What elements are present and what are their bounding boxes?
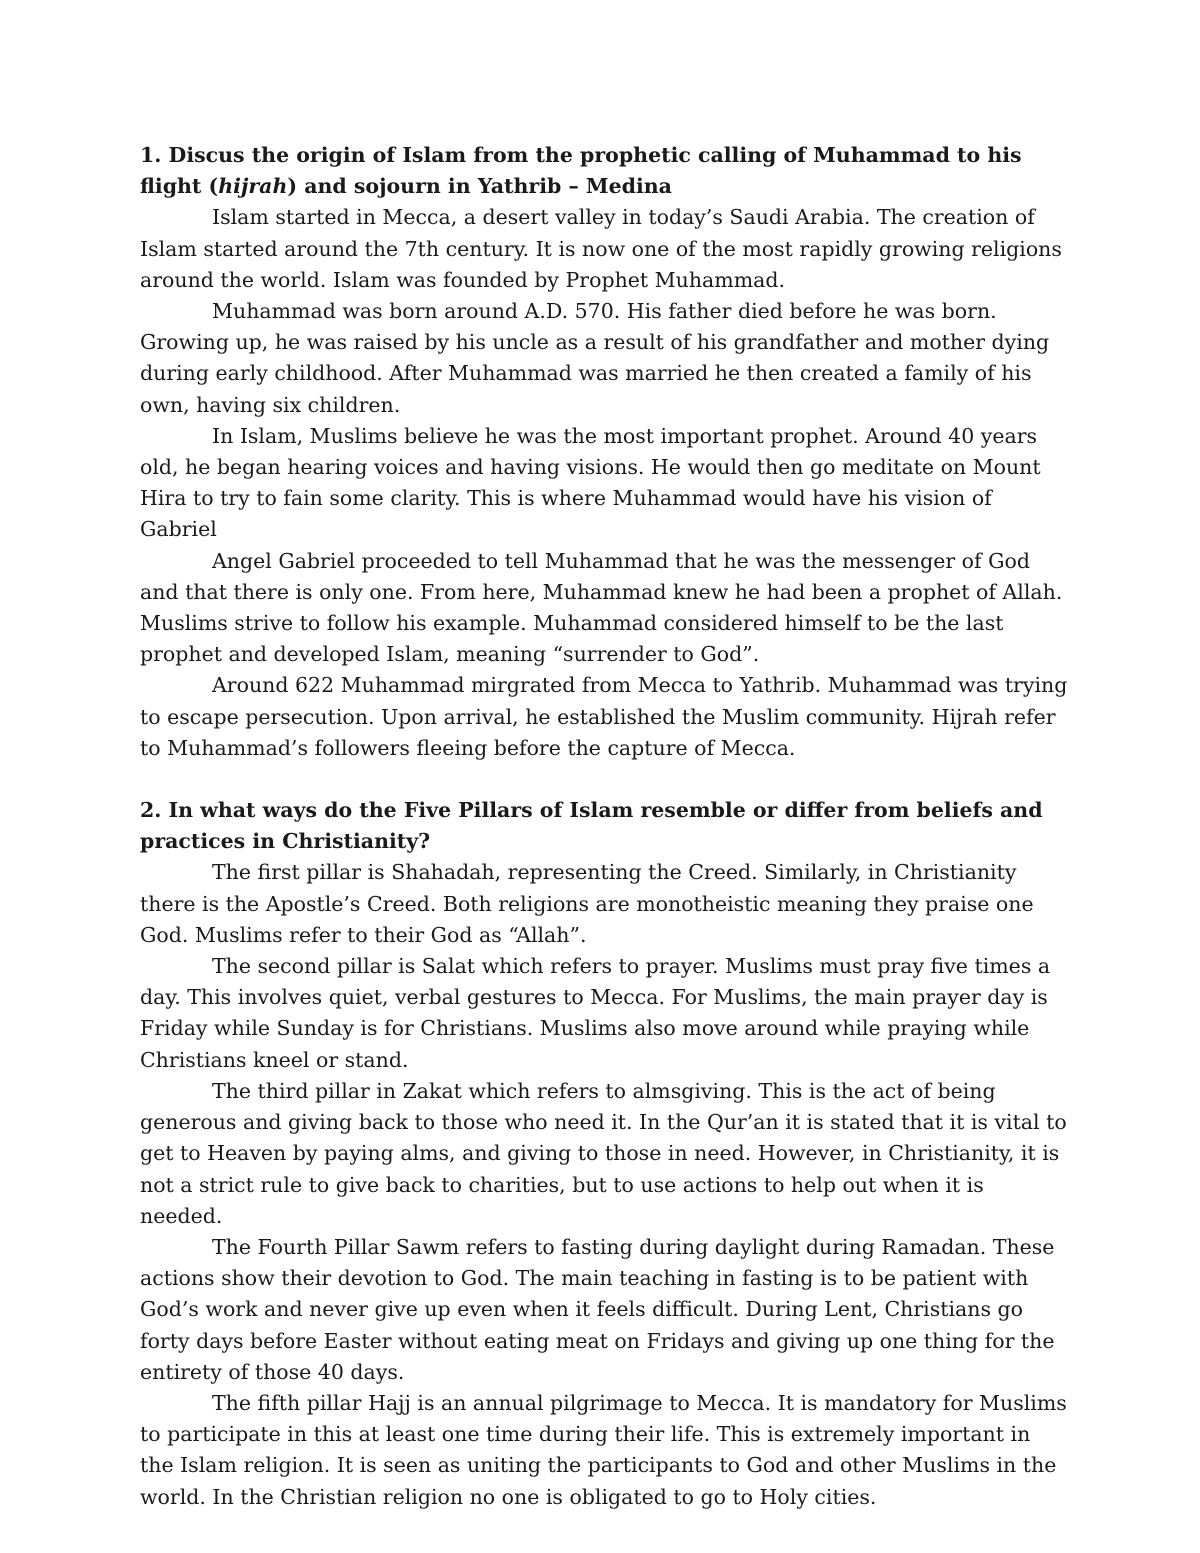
document-page [140, 140, 1070, 1513]
answer-1-paragraph-1: Islam started in Mecca, a desert valley in today’s Saudi Arabia. The creation of Islam started around the 7th century. It is now one of the most rapidly growing religions around the world. Islam was founded by Prophet Muhammad. [140, 205, 1062, 292]
section-spacer [140, 764, 1070, 795]
question-1-italic-term: hijrah [218, 174, 288, 199]
answer-1-paragraph-3: In Islam, Muslims believe he was the most important prophet. Around 40 years old, he began hearing voices and having visions. He would then go meditate on Mount Hira to try to fain some clarity. This is where Muhammad would have his vision of Gabriel [140, 423, 1041, 542]
answer-2-paragraph-3: The third pillar in Zakat which refers to almsgiving. This is the act of being generous and giving back to those who need it. In the Qur’an it is stated that it is vital to get to Heaven by paying alms, and giving to those in need. However, in Christianity, it is not a strict rule to give back to charities, but to use actions to help out when it is needed. [140, 1078, 1067, 1228]
question-1-text-start: 1. Discus the origin of Islam from the prophetic calling of Muhammad to his flight ( [140, 143, 1022, 199]
question-2-heading: 2. In what ways do the Five Pillars of Islam resemble or differ from beliefs and practices in Christianity? [140, 798, 1043, 854]
answer-2-paragraph-5: The fifth pillar Hajj is an annual pilgrimage to Mecca. It is mandatory for Muslims to participate in this at least one time during their life. This is extremely important in the Islam religion. It is seen as uniting the participants to God and other Muslims in the world. In the Christian religion no one is obligated to go to Holy cities. [140, 1390, 1067, 1509]
answer-2-paragraph-4: The Fourth Pillar Sawm refers to fasting during daylight during Ramadan. These actions show their devotion to God. The main teaching in fasting is to be patient with God’s work and never give up even when it feels difficult. During Lent, Christians go forty days before Easter without eating meat on Fridays and giving up one thing for the entirety of those 40 days. [140, 1234, 1055, 1384]
answer-1-paragraph-2: Muhammad was born around A.D. 570. His father died before he was born. Growing up, he was raised by his uncle as a result of his grandfather and mother dying during early childhood. After Muhammad was married he then created a family of his own, having six children. [140, 299, 1050, 417]
answer-1-paragraph-4: Angel Gabriel proceeded to tell Muhammad that he was the messenger of God and that there is only one. From here, Muhammad knew he had been a prophet of Allah. Muslims strive to follow his example. Muhammad considered himself to be the last prophet and developed Islam, meaning “surrender to God”. [140, 548, 1063, 667]
question-1-text-end: ) and sojourn in Yathrib – Medina [287, 174, 672, 199]
question-1-heading [140, 140, 1070, 202]
answer-2-paragraph-1: The first pillar is Shahadah, representing the Creed. Similarly, in Christianity there is the Apostle’s Creed. Both religions are monotheistic meaning they praise one God. Muslims refer to their God as “Allah”. [140, 860, 1034, 947]
answer-1-paragraph-5: Around 622 Muhammad mirgrated from Mecca to Yathrib. Muhammad was trying to escape persecution. Upon arrival, he established the Muslim community. Hijrah refer to Muhammad’s followers fleeing before the capture of Mecca. [140, 673, 1068, 760]
answer-2-paragraph-2: The second pillar is Salat which refers to prayer. Muslims must pray five times a day. This involves quiet, verbal gestures to Mecca. For Muslims, the main prayer day is Friday while Sunday is for Christians. Muslims also move around while praying while Christians kneel or stand. [140, 954, 1051, 1072]
